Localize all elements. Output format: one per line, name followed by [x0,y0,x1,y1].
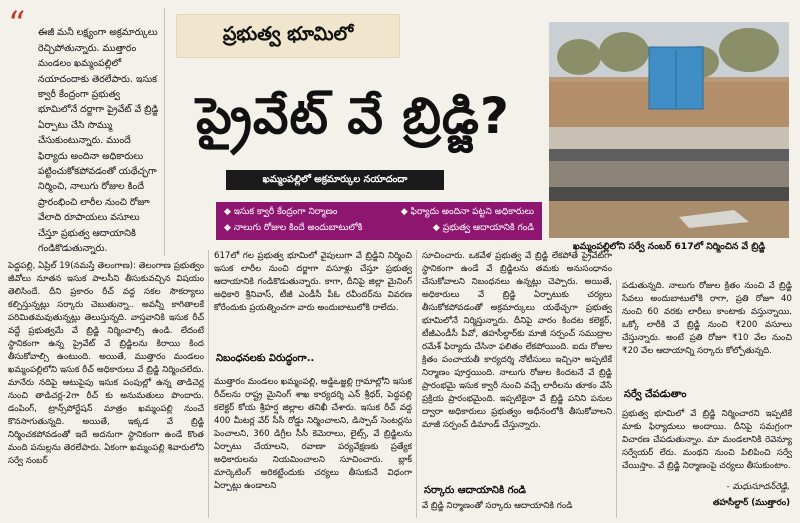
body-column-3: సూచించారు. ఒకవేళ ప్రభుత్వ వే బ్రిడ్జి లేకపోతే ప్రైవేట్‌గా స్థానికంగా ఉండే వే బ్రిడ్జిలను తమకు అనుసంధానం చేసుకోవాలని నిబంధనలు ఉన్నట్లు చెప్పారు. అయితే, అధికారులు వే బ్రిడ్జి ఏర్పాటుకు చర్యలు తీసుకోకపోవడంతో అక్రమార్కులు యథేచ్ఛగా ప్రభుత్వ భూమిలోనే నిర్మిస్తున్నారు. దీనిపై వారం కిందట కలెక్టర్, టీజీఎండీసీ పీవో, తహసీల్దార్‌కు మాజీ సర్పంచ్ సముద్రాల రమేశ్ ఫిర్యాదు చేసినా ఫలితం లేకపోయింది. ఐదు రోజుల క్రితం పంచాయతీ కార్యదర్శి నోటీసులు ఇచ్చినా అప్పటికే నిర్మాణం పూర్తయింది. నాలుగు రోజుల కిందటనే వే బ్రిడ్జి ప్రారంభమై ఇసుక క్వారీ నుంచి వచ్చే లారీలను తూకం వేసే ప్రక్రియ ప్రారంభమైంది. ఇప్పటికైనా వే బ్రిడ్జి పనిని పనుల ద్వారా అధికారులు ప్రభుత్వం అధీనంలోకి తీసుకోవాలని మాజీ సర్పంచ్ డిమాండ్ చేస్తున్నారు. [422,251,612,430]
signature-title: తహసీల్దార్ (ముత్తారం) [712,498,790,508]
body-column-1: పెద్దపల్లి, ఏప్రిల్ 19(నమస్తే తెలంగాణ): తెలంగాణ ప్రభుత్వం జీవోలు నూతన ఇసుక పాలసీని తీసుకువచ్చిన విషయం తెలిసిందే. దీని ప్రకారం రీచ్ వద్ద సకల సౌకర్యాలు కల్పిస్తున్నట్లు సర్కారు చెబుతున్నా.. అవన్నీ కాగితాలకే పరిమితమవుతున్నట్లు తెలుస్తున్నది. వాస్తవానికి ఇసుక రీచ్ వద్దే ప్రభుత్వమే వే బ్రిడ్జి నిర్మించాల్సి ఉండి. లేదంటే స్థానికంగా ఉన్న ప్రైవేట్ వే బ్రిడ్జిలను కిరాయి కింద తీసుకోవాల్సి ఉంటుంది. అయితే, ముత్తారం మండలం ఖమ్మంపల్లిలోని ఇసుక రీచ్ అధికారులు వే బ్రిడ్జి నిర్మించలేదు. మానేరు నదిపై ఆటుపైపు ఇసుక పంపుల్లో ఉన్న తాడిచెర్ల నుంచి తాడిచర్ల-2గా రీచ్ కు అనుమతులు పొందారు. డంపింగ్, ట్రాన్స్‌పోర్టేషన్ మాత్రం ఖమ్మంపల్లి నుంచే కొనసాగుతున్నది. అయితే, ఇక్కడ వే బ్రిడ్జి నిర్మించకపోవడంతో ఇదే అదనుగా స్థానికంగా ఉండే కొంత మంది పనుల్లను తెరలేపారు. ఏకంగా ఖమ్మంపల్లి శివారులోని సర్వే నంబర్ [8,261,204,466]
body-column-2: 617లో గల ప్రభుత్వ భూమిలో వైపులుగా వే బ్రిడ్జిని నిర్మించి ఇసుక లారీల నుంచి దర్జాగా వసూళ్లు చేస్తూ ప్రభుత్వ ఆదాయానికి గండికొడుతున్నారు. కాగా, దీనిపై జిల్లా మైనింగ్ అధికారి శ్రీనివాస్, టీజీ ఎండీసీ పీఓ రవీందర్‌ను వివరణ కోరేందుకు ప్రయత్నించగా వారు అందుబాటులోకి రాలేదు. [214,251,412,313]
highlights-box [216,202,542,240]
body-column-2b: ముత్తారం మండలం ఖమ్మంపల్లి, అడ్డిఒజ్జల్లి గ్రామాల్లోని ఇసుక రీచ్‌లను రాష్ట్ర మైనింగ్ శాఖ కార్యదర్శి ఎన్ శ్రీధర్, పెద్దపల్లి కలెక్టర్ కోయ శ్రీహర్ష జిల్లాల తనిఖీ చేశారు. ఇసుక రీచ్ వద్ద 400 మీటర్ల వేర్ సీసీ రోడ్డు నిర్మించాలని, డిస్పాచ్ సెంటర్లను పెంచాలని, 360 డిగ్రీల సీసీ కెమెరాలు, లైట్స్, వే బ్రిడ్జిలను ఏర్పాటు చేయాలని, రవాణా పర్యవేక్షణకు ప్రత్యేక అధికారులను నియమించాలని సూచించారు. బ్లాక్ మార్కెటింగ్ అరికట్టేందుకు చర్యలు తీసుకునే విధంగా ఏర్పాట్లు ఉండాలని [214,377,412,491]
highlight-item: ◆ ఫిర్యాదు అందినా పట్టని అధికారులు [400,207,534,217]
highlight-item: ◆ ఇసుక క్వారీ కేంద్రంగా నిర్మాణం [224,207,338,217]
photo-caption: ఖమ్మంపల్లిలోని సర్వే నంబర్ 617లో నిర్మించిన వే బ్రిడ్జి [572,241,766,252]
quote-mark-icon: “ [8,4,26,44]
highlight-item: ◆ నాలుగు రోజుల కిందే అందుబాటులోకి [224,223,363,233]
lead-paragraph [8,4,160,256]
kicker: ప్రభుత్వ భూమిలో [176,14,400,58]
section-heading: సర్వే చేపడుతాం [624,389,687,400]
body-column-4b: ప్రభుత్వ భూమిలో వే బ్రిడ్జి నిర్మించారని ఇప్పటికే మాకు ఫిర్యాదులు అందాయి. దీనిపై సమగ్రంగా విచారణ చేపడుతున్నాం. మా మండలానికి రెవెన్యూ సర్వేయర్ లేరు. మంథని నుంచి పిలిపించి సర్వే చేయిస్తాం. వే బ్రిడ్జి నిర్మాణంపై చర్యలు తీసుకుంటాం. [622,409,792,471]
lead-text: ఈజీ మనీ లక్ష్యంగా అక్రమార్కులు రెచ్చిపోతున్నారు. ముత్తారం మండలం ఖమ్మంపల్లిలో నయాదందాకు తెరలేపారు. ఇసుక క్వారీ కేంద్రంగా ప్రభుత్వ భూమిలోనే దర్జాగా ప్రైవేట్ వే బ్రిడ్జి ఏర్పాటు చేసి సొమ్ము చేసుకుంటున్నారు. ముందే ఫిర్యాదు అందినా అధికారులు పట్టించుకోకపోవడంతో యథేచ్ఛగా నిర్మించి, నాలుగు రోజుల కిందే ప్రారంభించి లారీల నుంచి రోజూ వేలాది రూపాయలు వసూలు చేస్తూ ప్రభుత్వ ఆదాయానికి గండికొడుతున్నారు. [38,27,159,255]
signature-name: - మధుసూదన్‌రెడ్డి, [726,482,790,492]
weighbridge-photo [549,22,789,238]
section-heading: నిబంధనలకు విరుద్ధంగా.. [216,353,315,364]
body-column-4: పడుతున్నది. నాలుగు రోజుల క్రితం నుంచి వే బ్రిడ్జి సేవలు అందుబాటులోకి రాగా, ప్రతి రోజూ 40 నుంచి 60 వరకు లారీలు కాంటాకు వస్తున్నాయి. ఒక్కో లారీకి వే బ్రిడ్జి నుంచి ₹200 వసూలు చేస్తున్నారు. అంటే ప్రతి రోజూ ₹10 వేల నుంచి ₹20 వేల ఆదాయాన్ని సర్కారు కోల్పోతున్నది. [622,281,792,356]
body-column-3b: వే బ్రిడ్జి నిర్మాణంతో సర్కారు ఆదాయానికి గండి [422,501,573,511]
headline: ప్రైవేట్ వే బ్రిడ్జి? [196,86,510,145]
highlight-item: ◆ ప్రభుత్వ ఆదాయానికి గండి [432,223,534,233]
section-heading: సర్కారు ఆదాయానికి గండి [424,485,526,496]
subhead: ఖమ్మంపల్లిలో అక్రమార్కుల నయాదందా [226,170,444,190]
